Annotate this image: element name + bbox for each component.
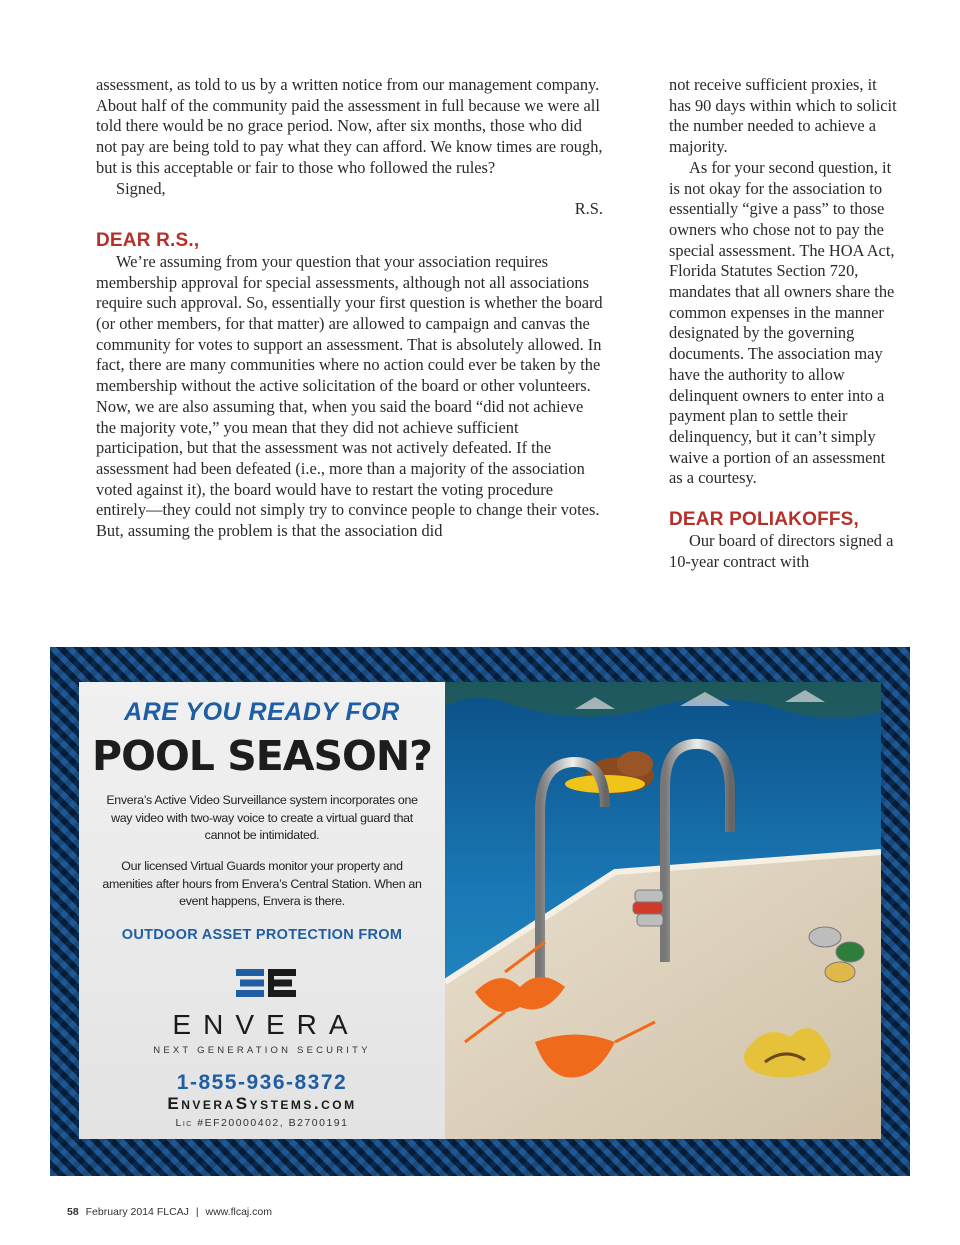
page-footer <box>67 1206 272 1218</box>
second-answer-paragraph: As for your second question, it is not okay for the association to essentially “give a pass” to those owners who chose not to pay the special assessment. The HOA Act, Florida Statutes Section 720, mandates that all owners share the common expenses in the manner designated by the governing documents. The association may have the authority to allow delinquent owners to enter into a payment plan to settle their delinquency, but it can’t simply waive a portion of an assessment as a courtesy. <box>669 157 895 488</box>
letter-paragraph: assessment, as told to us by a written notice from our management company. About half of the community paid the assessment in full because we were all told there would be no grace period. Now, after six months, those who did not pay are being told to pay what they can afford. We know times are rough, but is this acceptable or fair to those who followed the rules? <box>96 75 603 177</box>
answer-paragraph: We’re assuming from your question that your association requires membership approval for special assessments, although not all associations require such approval. So, essentially your first question is whether the board (or other members, for that matter) are allowed to campaign and canvas the community for votes to support an assessment. That is absolutely allowed. In fact, there are many communities where no action could ever be taken by the membership without the active solicitation of the board or other volunteers. Now, we are also assuming that, when you said the board “did not achieve the majority vote,” you mean that they did not achieve sufficient participation, but that the assessment was not actively defeated. If the assessment had been defeated (i.e., more than a majority of the association voted against it), the board would have to restart the voting procedure entirely—they could not simply try to convince people to change their votes. But, assuming the problem is that the association did <box>96 251 603 541</box>
ad-text-panel <box>79 682 445 1139</box>
brand-tagline: NEXT GENERATION SECURITY <box>153 1045 371 1056</box>
ad-kicker: ARE YOU READY FOR <box>124 698 400 726</box>
signature-initials: R.S. <box>574 199 603 219</box>
answer-heading: DEAR R.S., <box>96 229 200 251</box>
right-column <box>669 75 899 572</box>
footer-website[interactable]: www.flcaj.com <box>205 1206 273 1218</box>
ad-website[interactable]: EnveraSystems.com <box>167 1094 357 1113</box>
continuation-paragraph: not receive sufficient proxies, it has 90 days within which to solicit the number needed to achieve a majority. <box>669 75 897 157</box>
letter-heading: DEAR POLIAKOFFS, <box>669 509 860 531</box>
new-letter-paragraph: Our board of directors signed a 10-year contract with <box>669 531 894 571</box>
ad-body-paragraph: Envera’s Active Video Surveillance system incorporates one way video with two-way voice to create a virtual guard that cannot be intimidated. <box>106 793 418 842</box>
ad-title: POOL SEASON? <box>92 732 432 780</box>
signed-text: Signed, <box>116 178 166 198</box>
ad-license: Lic #EF20000402, B2700191 <box>175 1117 349 1129</box>
envera-logo-icon <box>236 969 296 997</box>
footer-separator: | <box>195 1206 199 1218</box>
pool-scene-illustration <box>445 682 881 1139</box>
brand-name: ENVERA <box>172 1009 360 1040</box>
left-column <box>96 75 606 542</box>
ad-body-paragraph: Our licensed Virtual Guards monitor your property and amenities after hours from Envera’s Central Station. When an event happens, Envera is there. <box>102 859 422 908</box>
envera-advertisement <box>50 647 910 1176</box>
ad-phone-number[interactable]: 1-855-936-8372 <box>176 1071 348 1094</box>
ad-outdoor-line: OUTDOOR ASSET PROTECTION FROM <box>121 927 403 943</box>
issue-label: February 2014 FLCAJ <box>85 1206 189 1218</box>
page-number: 58 <box>67 1206 79 1218</box>
